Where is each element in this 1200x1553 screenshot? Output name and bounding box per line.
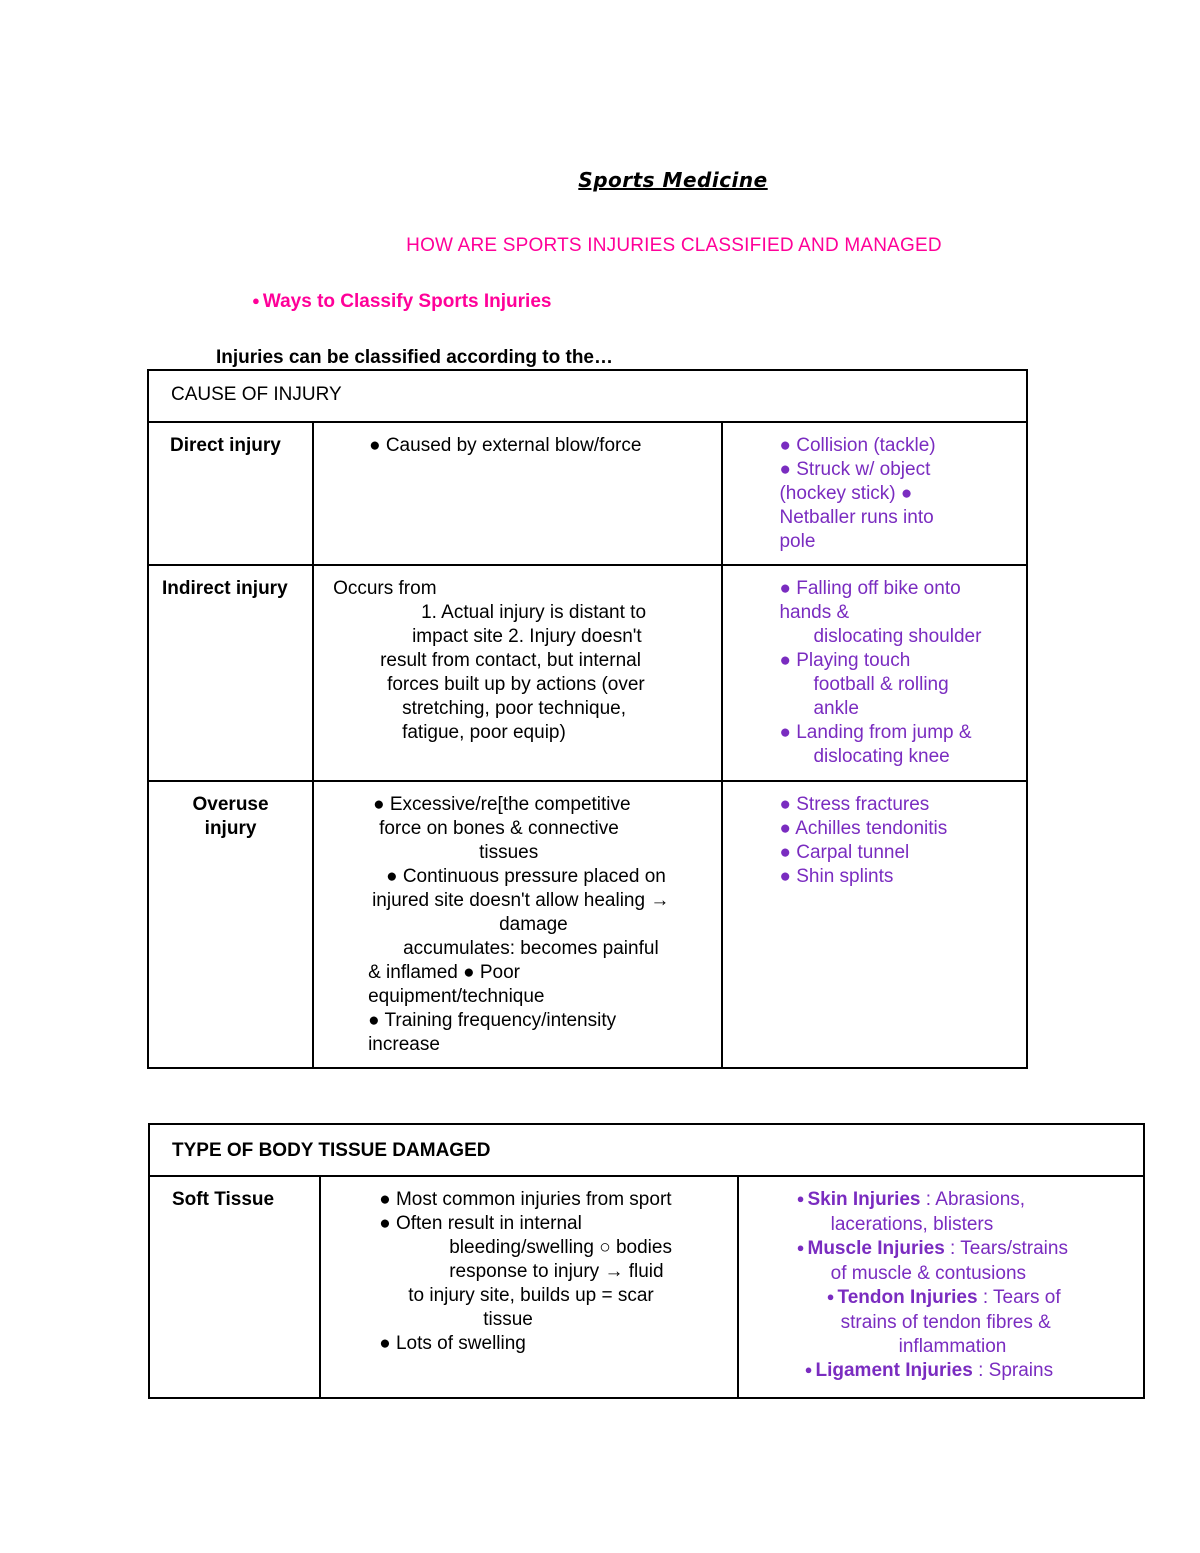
desc-line: to injury site, builds up = scar [408, 1285, 654, 1306]
example-term: Tendon Injuries [837, 1287, 978, 1308]
section-heading-text: Ways to Classify Sports Injuries [262, 291, 552, 312]
indirect-examples [722, 565, 1027, 781]
desc-line: damage [499, 914, 568, 935]
desc-line: result from contact, but internal [380, 650, 641, 671]
example-line: ● Achilles tendonitis [779, 818, 948, 839]
desc-line: ● Excessive/re[the competitive [373, 794, 631, 815]
example-line [739, 1237, 1143, 1262]
cause-of-injury-table [147, 369, 1028, 1069]
desc-line: ● Often result in internal [379, 1213, 582, 1234]
desc-line: ● Most common injuries from sport [379, 1189, 672, 1210]
desc-line: ● Training frequency/intensity [368, 1010, 617, 1031]
bullet-icon: ● [826, 1289, 835, 1304]
bullet-icon: ● [796, 1191, 805, 1206]
example-line: ● Collision (tackle) [779, 435, 936, 456]
desc-line: injured site doesn't allow healing → [372, 890, 670, 911]
example-line: inflammation [898, 1336, 1007, 1357]
direct-description [313, 422, 722, 565]
soft-tissue-description [320, 1176, 737, 1398]
example-line: ● Landing from jump & [779, 722, 972, 743]
table-header: CAUSE OF INJURY [148, 370, 1027, 422]
example-line: ankle [813, 698, 859, 719]
overuse-description [313, 781, 722, 1068]
page-title: Sports Medicine [578, 168, 768, 192]
row-label-indirect: Indirect injury [148, 565, 313, 781]
example-detail: : Abrasions, [920, 1189, 1026, 1210]
row-label-soft-tissue: Soft Tissue [149, 1176, 320, 1398]
desc-line: ● Caused by external blow/force [369, 435, 642, 456]
desc-line: Occurs from [333, 578, 437, 599]
example-term: Muscle Injuries [807, 1238, 945, 1259]
example-line: ● Playing touch [779, 650, 911, 671]
row-label-direct: Direct injury [148, 422, 313, 565]
desc-line: forces built up by actions (over [387, 674, 645, 695]
desc-line: equipment/technique [368, 986, 545, 1007]
example-line: strains of tendon fibres & [840, 1312, 1051, 1333]
intro-text: Injuries can be classified according to the… [216, 347, 613, 368]
bullet-icon: ● [252, 293, 260, 308]
desc-line: 1. Actual injury is distant to [421, 602, 647, 623]
example-detail: : Tears of [977, 1287, 1061, 1308]
example-line: ● Carpal tunnel [779, 842, 910, 863]
body-tissue-table [148, 1123, 1145, 1399]
example-line: Netballer runs into [779, 507, 934, 528]
desc-line: ● Continuous pressure placed on [386, 866, 666, 887]
desc-line: ● Lots of swelling [379, 1333, 526, 1354]
row-label-overuse [148, 781, 313, 1068]
label-line: injury [204, 818, 257, 839]
indirect-description [313, 565, 722, 781]
bullet-icon: ● [804, 1362, 813, 1377]
example-line [739, 1286, 1143, 1311]
desc-line: & inflamed ● Poor [368, 962, 521, 983]
example-line: lacerations, blisters [830, 1214, 994, 1235]
desc-line: force on bones & connective [379, 818, 619, 839]
desc-line: response to injury → fluid [449, 1261, 664, 1282]
overuse-examples [722, 781, 1027, 1068]
bullet-icon: ● [796, 1240, 805, 1255]
example-line: (hockey stick) ● [779, 483, 913, 504]
desc-line: bleeding/swelling ○ bodies [449, 1237, 672, 1258]
desc-line: stretching, poor technique, [402, 698, 626, 719]
example-line: of muscle & contusions [830, 1263, 1027, 1284]
example-line: hands & [779, 602, 850, 623]
example-term: Ligament Injuries [815, 1360, 973, 1381]
example-line [739, 1188, 1143, 1213]
desc-line: tissues [479, 842, 539, 863]
example-line: dislocating shoulder [813, 626, 982, 647]
example-term: Skin Injuries [807, 1189, 921, 1210]
example-line: ● Struck w/ object [779, 459, 931, 480]
example-line [739, 1359, 1143, 1384]
table-header: TYPE OF BODY TISSUE DAMAGED [149, 1124, 1144, 1176]
section-heading [252, 291, 551, 313]
page-subtitle: HOW ARE SPORTS INJURIES CLASSIFIED AND MANAGED [406, 235, 942, 256]
desc-line: tissue [483, 1309, 533, 1330]
example-line: ● Stress fractures [779, 794, 930, 815]
desc-line: increase [368, 1034, 440, 1055]
soft-tissue-examples [738, 1176, 1144, 1398]
desc-line: fatigue, poor equip) [402, 722, 566, 743]
desc-line: impact site 2. Injury doesn't [412, 626, 642, 647]
example-detail: : Tears/strains [944, 1238, 1068, 1259]
label-line: Overuse [192, 794, 269, 815]
direct-examples [722, 422, 1027, 565]
example-line: football & rolling [813, 674, 949, 695]
example-detail: : Sprains [972, 1360, 1054, 1381]
example-line: ● Shin splints [779, 866, 894, 887]
example-line: ● Falling off bike onto [779, 578, 961, 599]
example-line: pole [779, 531, 816, 552]
desc-line: accumulates: becomes painful [403, 938, 659, 959]
example-line: dislocating knee [813, 746, 950, 767]
